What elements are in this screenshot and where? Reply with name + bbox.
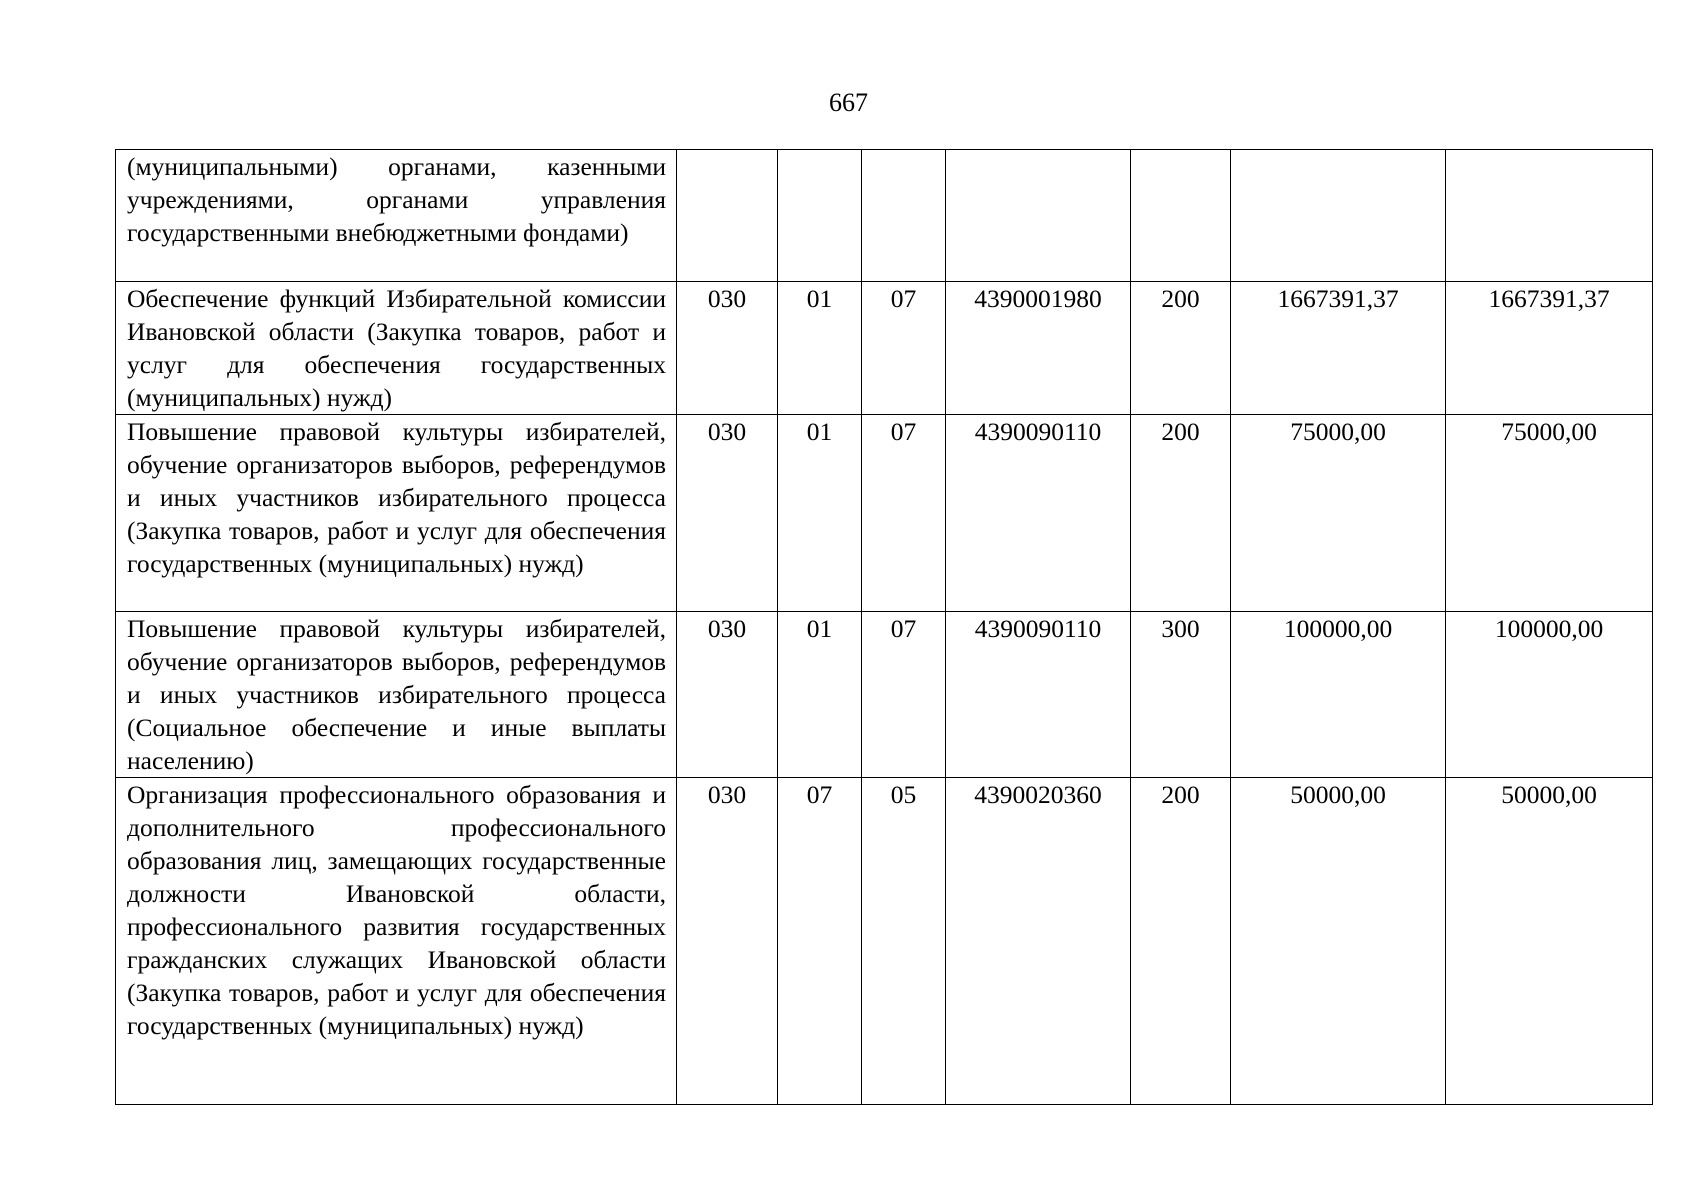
table-row <box>116 778 1653 1105</box>
admin-code <box>677 150 778 282</box>
table-row <box>116 415 1653 612</box>
amount-1: 100000,00 <box>1231 612 1446 778</box>
amount-2: 50000,00 <box>1446 778 1653 1105</box>
amount-2 <box>1446 150 1653 282</box>
expense-type-code: 200 <box>1131 415 1231 612</box>
subsection-code: 07 <box>862 612 946 778</box>
section-code: 07 <box>778 778 862 1105</box>
page-number: 667 <box>829 88 868 117</box>
row-description: Обеспечение функций Избирательной комиссии Ивановской области (Закупка товаров, работ и услуг для обеспечения государственных (муниципальных) нужд) <box>116 282 677 415</box>
expense-type-code: 200 <box>1131 778 1231 1105</box>
subsection-code <box>862 150 946 282</box>
table-row <box>116 282 1653 415</box>
row-description: Организация профессионального образования и дополнительного профессионального образования лиц, замещающих государственные должности Ивановской области, профессионального развития государственных гражданских служащих Ивановской области (Закупка товаров, работ и услуг для обеспечения государственных (муниципальных) нужд) <box>116 778 677 1105</box>
section-code: 01 <box>778 282 862 415</box>
table-row <box>116 150 1653 282</box>
expense-type-code: 200 <box>1131 282 1231 415</box>
amount-1: 50000,00 <box>1231 778 1446 1105</box>
amount-1 <box>1231 150 1446 282</box>
target-article-code: 4390090110 <box>946 612 1131 778</box>
admin-code: 030 <box>677 282 778 415</box>
section-code <box>778 150 862 282</box>
admin-code: 030 <box>677 415 778 612</box>
table-row <box>116 612 1653 778</box>
target-article-code: 4390001980 <box>946 282 1131 415</box>
amount-2: 100000,00 <box>1446 612 1653 778</box>
budget-table <box>115 149 1653 1105</box>
target-article-code: 4390020360 <box>946 778 1131 1105</box>
expense-type-code <box>1131 150 1231 282</box>
expense-type-code: 300 <box>1131 612 1231 778</box>
subsection-code: 05 <box>862 778 946 1105</box>
subsection-code: 07 <box>862 282 946 415</box>
target-article-code: 4390090110 <box>946 415 1131 612</box>
section-code: 01 <box>778 415 862 612</box>
amount-2: 75000,00 <box>1446 415 1653 612</box>
amount-1: 75000,00 <box>1231 415 1446 612</box>
row-description: Повышение правовой культуры избирателей, обучение организаторов выборов, референдумов и иных участников избирательного процесса (Закупка товаров, работ и услуг для обеспечения государственных (муниципальных) нужд) <box>116 415 677 612</box>
section-code: 01 <box>778 612 862 778</box>
target-article-code <box>946 150 1131 282</box>
row-description: (муниципальными) органами, казенными учреждениями, органами управления государственными внебюджетными фондами) <box>116 150 677 282</box>
admin-code: 030 <box>677 778 778 1105</box>
subsection-code: 07 <box>862 415 946 612</box>
amount-2: 1667391,37 <box>1446 282 1653 415</box>
amount-1: 1667391,37 <box>1231 282 1446 415</box>
admin-code: 030 <box>677 612 778 778</box>
row-description: Повышение правовой культуры избирателей, обучение организаторов выборов, референдумов и иных участников избирательного процесса (Социальное обеспечение и иные выплаты населению) <box>116 612 677 778</box>
